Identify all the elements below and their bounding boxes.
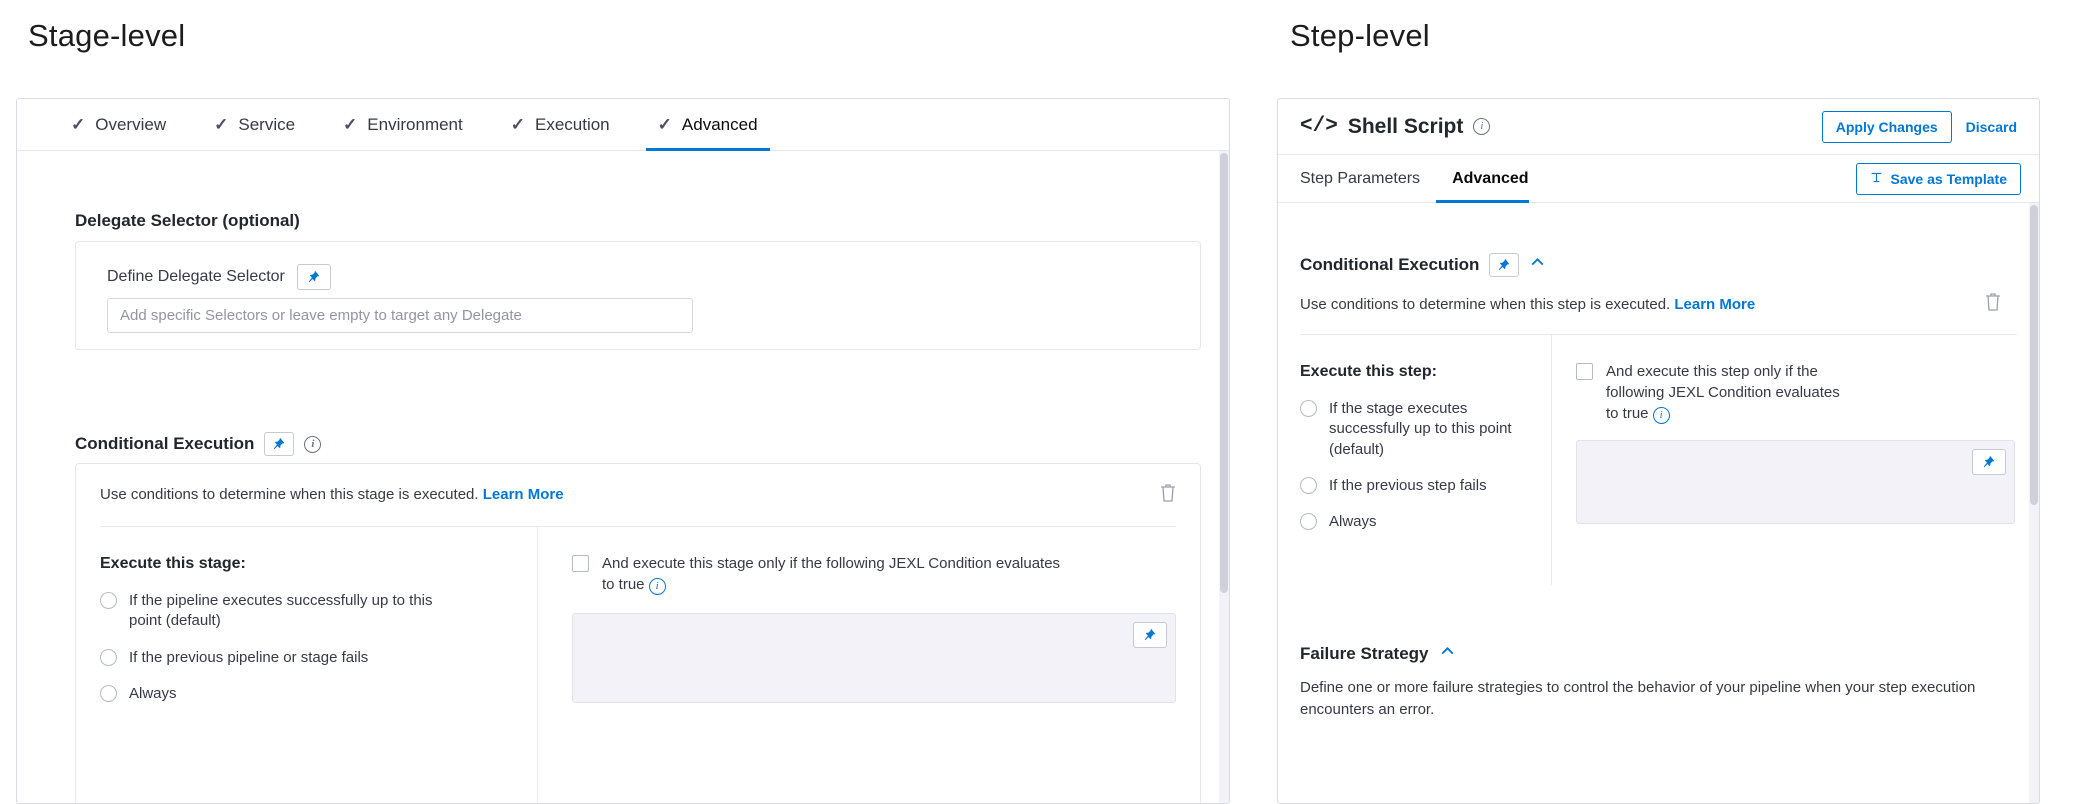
chevron-up-icon[interactable] — [1529, 254, 1546, 276]
delegate-selector-heading — [75, 211, 300, 231]
code-icon: </> — [1300, 115, 1338, 138]
step-conditional-execution-heading — [1300, 253, 1546, 277]
save-as-template-label: Save as Template — [1890, 170, 2007, 187]
save-as-template-button[interactable] — [1856, 163, 2021, 195]
tab-label: Execution — [534, 114, 610, 134]
execute-step-heading: Execute this step: — [1300, 363, 1437, 380]
radio-icon[interactable] — [100, 649, 117, 666]
checkbox-icon[interactable] — [1576, 363, 1593, 380]
jexl-checkbox-row[interactable] — [1576, 361, 2015, 424]
info-icon[interactable]: i — [1653, 407, 1670, 424]
delegate-selector-card — [75, 241, 1201, 350]
tab-label: Environment — [367, 114, 463, 134]
tab-label: Step Parameters — [1300, 169, 1421, 187]
radio-icon[interactable] — [100, 592, 117, 609]
step-advanced-body — [1278, 203, 2039, 803]
delegate-selector-placeholder: Add specific Selectors or leave empty to target any Delegate — [120, 307, 522, 324]
conditional-execution-description — [100, 486, 564, 503]
radio-option-previous-fails[interactable] — [1300, 476, 1551, 496]
stage-advanced-body — [17, 151, 1229, 804]
trash-icon[interactable] — [1158, 482, 1178, 504]
apply-changes-button[interactable]: Apply Changes — [1822, 111, 1952, 143]
tab-step-parameters[interactable] — [1300, 155, 1436, 202]
failure-strategy-heading — [1300, 643, 1456, 665]
discard-button[interactable]: Discard — [1962, 112, 2021, 142]
tab-execution[interactable] — [487, 99, 634, 150]
check-icon: ✓ — [657, 114, 672, 134]
radio-option-success[interactable] — [100, 591, 537, 632]
radio-icon[interactable] — [1300, 400, 1317, 417]
check-icon: ✓ — [71, 114, 86, 134]
tab-step-advanced[interactable] — [1436, 155, 1544, 202]
info-icon[interactable]: i — [304, 436, 321, 453]
stage-conditional-execution-card — [75, 463, 1201, 804]
stage-level-heading: Stage-level — [28, 18, 186, 53]
step-title: Shell Script — [1347, 114, 1464, 138]
jexl-checkbox-text: And execute this step only if the following JEXL Condition evaluates to true — [1606, 363, 1840, 422]
conditional-execution-label: Conditional Execution — [75, 434, 255, 453]
pin-icon[interactable] — [1133, 622, 1167, 648]
radio-label: If the stage executes successfully up to this point (default) — [1329, 400, 1512, 458]
radio-label: If the previous pipeline or stage fails — [129, 648, 369, 666]
define-delegate-selector-label: Define Delegate Selector — [107, 268, 285, 285]
template-icon — [1870, 171, 1883, 187]
define-delegate-selector-row — [107, 264, 331, 290]
jexl-checkbox-label — [1606, 361, 1851, 424]
stage-tabs — [17, 99, 1229, 151]
pin-icon[interactable] — [264, 432, 294, 456]
learn-more-link[interactable]: Learn More — [482, 486, 564, 503]
description-text: Use conditions to determine when this step is executed. — [1300, 296, 1671, 313]
jexl-checkbox-text: And execute this stage only if the following JEXL Condition evaluates to true — [602, 555, 1061, 593]
check-icon: ✓ — [214, 114, 229, 134]
radio-label: Always — [1329, 513, 1377, 530]
tab-environment[interactable] — [319, 99, 487, 150]
radio-icon[interactable] — [1300, 477, 1317, 494]
info-icon[interactable]: i — [1473, 118, 1490, 135]
save-as-template-wrap — [1856, 163, 2021, 195]
pin-icon[interactable] — [1489, 253, 1519, 277]
tab-advanced[interactable] — [634, 99, 782, 150]
stage-conditional-execution-heading — [75, 432, 321, 456]
radio-label: If the pipeline executes successfully up to this point (default) — [129, 592, 433, 630]
step-level-heading: Step-level — [1290, 18, 1430, 53]
pin-icon[interactable] — [1972, 449, 2006, 475]
trash-icon[interactable] — [1983, 291, 2003, 313]
description-text: Use conditions to determine when this stage is executed. — [100, 486, 479, 503]
step-header — [1278, 99, 2039, 155]
tab-label: Service — [238, 114, 296, 134]
jexl-condition-input[interactable] — [1576, 440, 2015, 524]
jexl-condition-input[interactable] — [572, 613, 1176, 703]
radio-option-previous-fails[interactable] — [100, 648, 537, 668]
tab-service[interactable] — [190, 99, 319, 150]
tab-overview[interactable] — [47, 99, 190, 150]
failure-strategy-label: Failure Strategy — [1300, 644, 1429, 663]
delegate-selector-input[interactable] — [107, 298, 693, 333]
conditional-execution-label: Conditional Execution — [1300, 255, 1480, 274]
info-icon[interactable]: i — [649, 578, 666, 595]
radio-option-always[interactable] — [1300, 512, 1551, 532]
radio-icon[interactable] — [100, 685, 117, 702]
jexl-checkbox-label — [602, 553, 1072, 595]
stage-scrollbar[interactable] — [1219, 151, 1229, 804]
delegate-selector-label: Delegate Selector (optional) — [75, 211, 300, 230]
check-icon: ✓ — [343, 114, 358, 134]
step-conditional-columns — [1278, 335, 2039, 615]
step-tabs — [1278, 155, 2039, 203]
pin-icon[interactable] — [297, 264, 331, 290]
learn-more-link[interactable]: Learn More — [1674, 296, 1756, 313]
failure-strategy-description: Define one or more failure strategies to control the behavior of your pipeline when your step execution encounters an error. — [1300, 679, 1976, 718]
checkbox-icon[interactable] — [572, 555, 589, 572]
stage-settings-panel — [16, 98, 1230, 804]
stage-scrollbar-thumb[interactable] — [1220, 153, 1228, 593]
check-icon: ✓ — [510, 114, 525, 134]
execute-stage-options — [76, 527, 538, 804]
tab-label: Advanced — [1452, 169, 1529, 187]
step-settings-panel — [1277, 98, 2040, 804]
execute-stage-heading: Execute this stage: — [100, 555, 246, 572]
radio-icon[interactable] — [1300, 513, 1317, 530]
jexl-condition-section — [538, 527, 1200, 804]
radio-label: Always — [129, 684, 177, 702]
step-jexl-section — [1552, 335, 2039, 615]
conditional-execution-columns — [76, 527, 1200, 804]
radio-label: If the previous step fails — [1329, 476, 1487, 494]
tab-label: Advanced — [681, 114, 758, 134]
radio-option-always[interactable] — [100, 684, 537, 704]
chevron-up-icon[interactable] — [1439, 643, 1456, 665]
radio-option-success[interactable] — [1300, 399, 1551, 460]
execute-step-options — [1278, 335, 1552, 585]
step-conditional-execution-description — [1300, 296, 1755, 313]
tab-label: Overview — [95, 114, 167, 134]
jexl-checkbox-row[interactable] — [572, 553, 1176, 595]
